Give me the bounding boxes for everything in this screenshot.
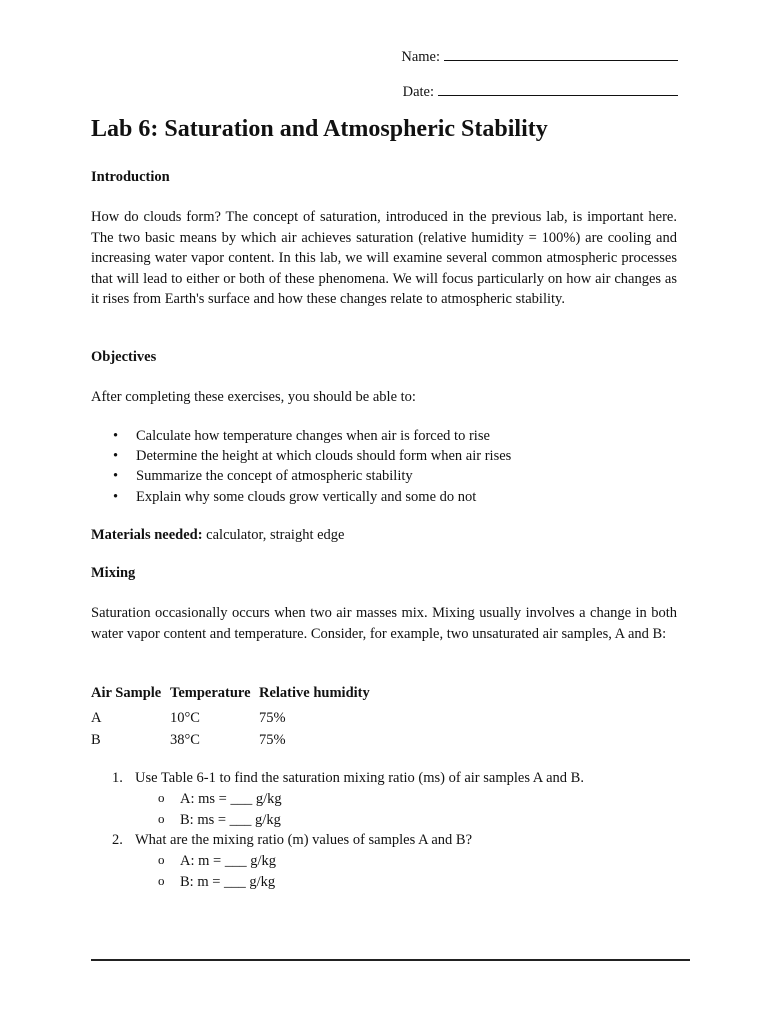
objective-text: Calculate how temperature changes when air is forced to rise	[136, 428, 490, 444]
introduction-text: How do clouds form? The concept of saturation, introduced in the previous lab, is important here. The two basic means by which air achieves saturation (relative humidity = 100%) are cooling and increasing water vapor content. In this lab, we will examine several common atmospheric processes that will lead to either or both of these phenomena. We will focus particularly on how air changes as it rises from Earth's surface and how these changes relate to atmospheric stability.	[91, 209, 677, 308]
objective-text: Explain why some clouds grow vertically and some do not	[136, 488, 477, 505]
bullet-icon: •	[113, 468, 119, 485]
introduction-heading: Introduction	[91, 169, 170, 185]
question-number: 2.	[112, 832, 123, 849]
list-item	[135, 851, 584, 872]
table-cell: 38°C	[170, 732, 200, 748]
column-header-temperature: Temperature	[170, 685, 251, 701]
sub-bullet-icon: o	[158, 810, 165, 826]
column-header-relative-humidity: Relative humidity	[259, 685, 370, 701]
question-sublist	[135, 789, 584, 831]
date-blank-line[interactable]	[438, 81, 678, 96]
date-label: Date:	[402, 84, 434, 100]
sub-bullet-icon: o	[158, 789, 165, 805]
date-field[interactable]	[403, 81, 678, 101]
answer-line: A: m = ___ g/kg	[180, 853, 276, 870]
footer-divider	[91, 959, 690, 961]
table-cell: 75%	[259, 732, 286, 748]
table-cell: 75%	[259, 710, 286, 726]
list-item	[91, 426, 511, 446]
table-cell: A	[91, 710, 102, 726]
question-sublist	[135, 851, 584, 893]
objectives-list	[91, 426, 511, 507]
question-number: 1.	[112, 770, 123, 786]
list-item	[135, 872, 584, 893]
list-item	[91, 446, 511, 466]
answer-line: B: m = ___ g/kg	[180, 873, 276, 890]
sub-bullet-icon: o	[158, 852, 165, 868]
bullet-icon: •	[113, 448, 119, 465]
list-item	[135, 789, 584, 810]
objective-text: Summarize the concept of atmospheric stability	[136, 468, 413, 485]
table-header-row	[89, 683, 373, 707]
name-blank-line[interactable]	[444, 46, 678, 61]
mixing-heading: Mixing	[91, 565, 136, 581]
list-item	[135, 810, 584, 831]
objectives-intro: After completing these exercises, you should be able to:	[91, 389, 416, 405]
answer-line: A: ms = ___ g/kg	[180, 790, 282, 807]
table-row	[89, 729, 373, 751]
answer-line: B: ms = ___ g/kg	[180, 811, 281, 828]
table-cell: 10°C	[170, 710, 200, 726]
table-row	[89, 707, 373, 729]
table-cell: B	[91, 732, 101, 748]
bullet-icon: •	[113, 428, 119, 444]
bullet-icon: •	[113, 488, 119, 505]
materials-value: calculator, straight edge	[202, 527, 345, 543]
materials-label: Materials needed:	[91, 527, 203, 543]
question-item	[91, 768, 584, 830]
question-text: What are the mixing ratio (m) values of samples A and B?	[135, 832, 473, 849]
mixing-text: Saturation occasionally occurs when two air masses mix. Mixing usually involves a change in both water vapor content and temperature. Consider, for example, two unsaturated air samples, A and B:	[91, 605, 677, 642]
list-item	[91, 487, 511, 507]
question-list	[91, 768, 584, 893]
objectives-heading: Objectives	[91, 349, 157, 365]
air-sample-table	[89, 683, 373, 751]
page-title: Lab 6: Saturation and Atmospheric Stability	[91, 116, 548, 142]
column-header-air-sample: Air Sample	[91, 685, 162, 701]
name-field[interactable]	[401, 46, 678, 66]
materials-needed	[91, 527, 345, 544]
name-label: Name:	[401, 49, 440, 65]
objective-text: Determine the height at which clouds should form when air rises	[136, 448, 512, 465]
question-item	[91, 830, 584, 892]
question-text: Use Table 6-1 to find the saturation mixing ratio (ms) of air samples A and B.	[135, 770, 584, 786]
sub-bullet-icon: o	[158, 872, 165, 888]
list-item	[91, 466, 511, 486]
